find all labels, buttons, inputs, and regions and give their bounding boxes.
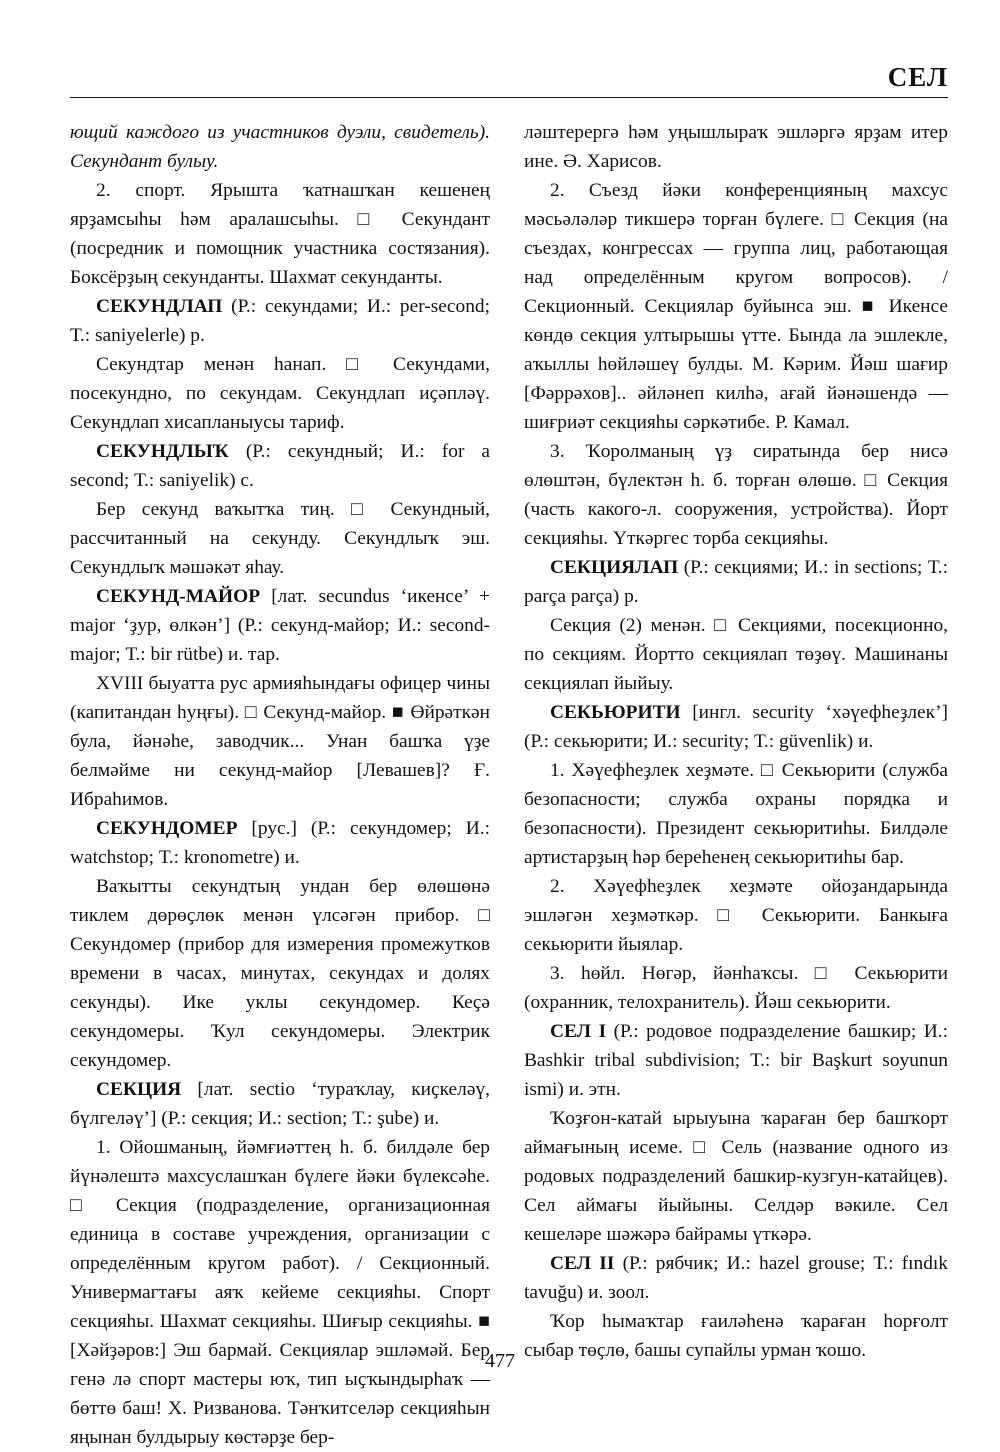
headword-etymology: [рус.] (Р.: секундомер; И.: watchstop; Т.: kronometre) и. <box>70 818 490 868</box>
entry-paragraph: Бер секунд ваҡытҡа тиң. □ Секундный, рассчитанный на секунду. Секундлыҡ эш. Секундлыҡ мәшәкәт яһау. <box>70 499 490 578</box>
running-head: СЕЛ <box>887 62 948 92</box>
headword-entry <box>70 437 490 495</box>
headword: СЕКУНДОМЕР <box>96 818 238 839</box>
entry-paragraph: Ҡоҙғон-катай ырыуына ҡараған бер башҡорт аймағының исеме. □ Сель (название одного из родовых подразделений башкир-кузгун-катайцев). Сел аймағы йыйыны. Селдәр вәкиле. Сел кешеләре шәжәрә байрамы үткәрә. <box>524 1108 948 1245</box>
entry-paragraph: 2. Съезд йәки конференцияның махсус мәсьәләләр тикшерә торған бүлеге. □ Секция (на съездах, конгрессах — группа лиц, работающая над определённым кругом вопросов). / Секционный. Секциялар буйынса эш. ■ Икенсе көндө секция ултырышы үтте. Бында ла эшлекле, аҡыллы һөйләшеү булды. М. Кәрим. Йәш шағир [Фәррәхов].. әйләнеп килһә, ағай йәнәшендә — шиғриәт секцияһы сәркәтибе. Р. Камал. <box>524 180 948 433</box>
entry-paragraph: 2. спорт. Ярышта ҡатнашҡан кешенең ярҙамсыһы һәм аралашсыһы. □ Секундант (посредник и помощник участника состязания). Боксёрҙың секунданты. Шахмат секунданты. <box>70 180 490 288</box>
headword-etymology: (Р.: родовое подразделение башкир; И.: Bashkir tribal subdivision; Т.: bir Başkurt soyunun ismi) и. этн. <box>524 1021 948 1100</box>
entry-paragraph: 1. Ойошманың, йәмғиәттең һ. б. билдәле бер йүнәлештә махсуслашҡан бүлеге йәки бүлексәһе. □ Секция (подразделение, организационная единица в составе учреждения, организации с определённым кругом работ). / Секционный. Универмагтағы аяҡ кейеме секцияһы. Спорт секцияһы. Шахмат секцияһы. Шиғыр секцияһы. ■ [Хәйҙәров:] Эш бармай. Секциялар эшләмәй. Бер генә лә спорт мастеры юҡ, тип ыҫҡындырһаҡ — бөттө баш! Х. Ризванова. Тәнҡитселәр секцияһын яңынан булдырыу көстәрҙе бер- <box>70 1137 490 1448</box>
headword-entry <box>70 292 490 350</box>
headword: СЕЛ II <box>550 1253 615 1274</box>
right-column <box>524 118 948 1365</box>
entry-paragraph: ләштерергә һәм уңышлыраҡ эшләргә ярҙам итер ине. Ә. Харисов. <box>524 122 948 172</box>
headword-entry <box>524 1017 948 1104</box>
entry-paragraph: Секция (2) менән. □ Секциями, посекционно, по секциям. Йортто секциялап төҙөү. Машинаны секциялап йыйыу. <box>524 615 948 694</box>
entry-paragraph: 3. Ҡоролманың үҙ сиратында бер нисә өлөштән, бүлектән һ. б. торған өлөшө. □ Секция (часть какого-л. сооружения, устройства). Йорт секцияһы. Үткәргес торба секцияһы. <box>524 441 948 549</box>
headword: СЕКЦИЯЛАП <box>550 557 679 578</box>
headword: СЕКЦИЯ <box>96 1079 182 1100</box>
entry-paragraph: Ваҡытты секундтың ундан бер өлөшөнә тиклем дөрөҫлөк менән үлсәгән прибор. □ Секундомер (прибор для измерения промежутков времени в часах, минутах, секундах и долях секунды). Ике уклы секундомер. Кеҫә секундомеры. Ҡул секундомеры. Электрик секундомер. <box>70 876 490 1071</box>
headword-entry <box>70 1075 490 1133</box>
left-column <box>70 118 490 1452</box>
headword: СЕКУНД-МАЙОР <box>96 586 261 607</box>
entry-paragraph: Ҡор һымаҡтар ғаиләһенә ҡараған һорғолт сыбар төҫлө, башы супайлы урман ҡошо. <box>524 1311 948 1361</box>
headword-etymology: [ингл. security ‘хәүефһеҙлек’] (Р.: секьюрити; И.: security; Т.: güvenlik) и. <box>524 702 948 752</box>
headword-etymology: (Р.: секундный; И.: for a second; Т.: saniyelik) с. <box>70 441 490 491</box>
headword-entry <box>70 582 490 669</box>
headword-etymology: [лат. secundus ‘икенсе’ + major ‘ҙур, өлкән’] (Р.: секунд-майор; И.: second-major; Т.: bir rütbe) и. тар. <box>70 586 490 665</box>
entry-paragraph: XVIII быуатта рус армияһындағы офицер чины (капитандан һуңғы). □ Секунд-майор. ■ Өйрәткән була, йәнәһе, заводчик... Унан башҡа үҙе белмәйме ни секунд-майор [Левашев]? Ғ. Ибраһимов. <box>70 673 490 810</box>
page-number: 477 <box>485 1350 515 1372</box>
headword: СЕКЬЮРИТИ <box>550 702 681 723</box>
headword: СЕЛ I <box>550 1021 607 1042</box>
headword-etymology: (Р.: секундами; И.: per-second; Т.: saniyelerle) р. <box>70 296 490 346</box>
entry-paragraph: ющий каждого из участников дуэли, свидетель). Секундант булыу. <box>70 122 490 172</box>
entry-paragraph: 3. һөйл. Нөгәр, йәнһаҡсы. □ Секьюрити (охранник, телохранитель). Йәш секьюрити. <box>524 963 948 1013</box>
headword-entry <box>524 698 948 756</box>
entry-paragraph: Секундтар менән һанап. □ Секундами, посекундно, по секундам. Секундлап иҫәпләү. Секундлап хисапланыусы тариф. <box>70 354 490 433</box>
headword-etymology: (Р.: секциями; И.: in sections; Т.: parça parça) р. <box>524 557 948 607</box>
entry-paragraph: 2. Хәүефһеҙлек хеҙмәте ойоҙандарында эшләгән хеҙмәткәр. □ Секьюрити. Банкыға секьюрити йыялар. <box>524 876 948 955</box>
headword: СЕКУНДЛАП <box>96 296 223 317</box>
header-rule <box>70 97 948 98</box>
headword-etymology: [лат. sectio ‘тураҡлау, киҫкеләү, бүлгеләү’] (Р.: секция; И.: section; Т.: şube) и. <box>70 1079 490 1129</box>
headword-entry <box>524 1249 948 1307</box>
headword-entry <box>70 814 490 872</box>
headword-entry <box>524 553 948 611</box>
entry-paragraph: 1. Хәүефһеҙлек хеҙмәте. □ Секьюрити (служба безопасности; служба охраны порядка и безопасности). Президент секьюритиһы. Билдәле артистарҙың һәр береһенең секьюритиһы бар. <box>524 760 948 868</box>
headword-etymology: (Р.: рябчик; И.: hazel grouse; Т.: fındık tavuğu) и. зоол. <box>524 1253 949 1303</box>
headword: СЕКУНДЛЫҠ <box>96 441 229 462</box>
